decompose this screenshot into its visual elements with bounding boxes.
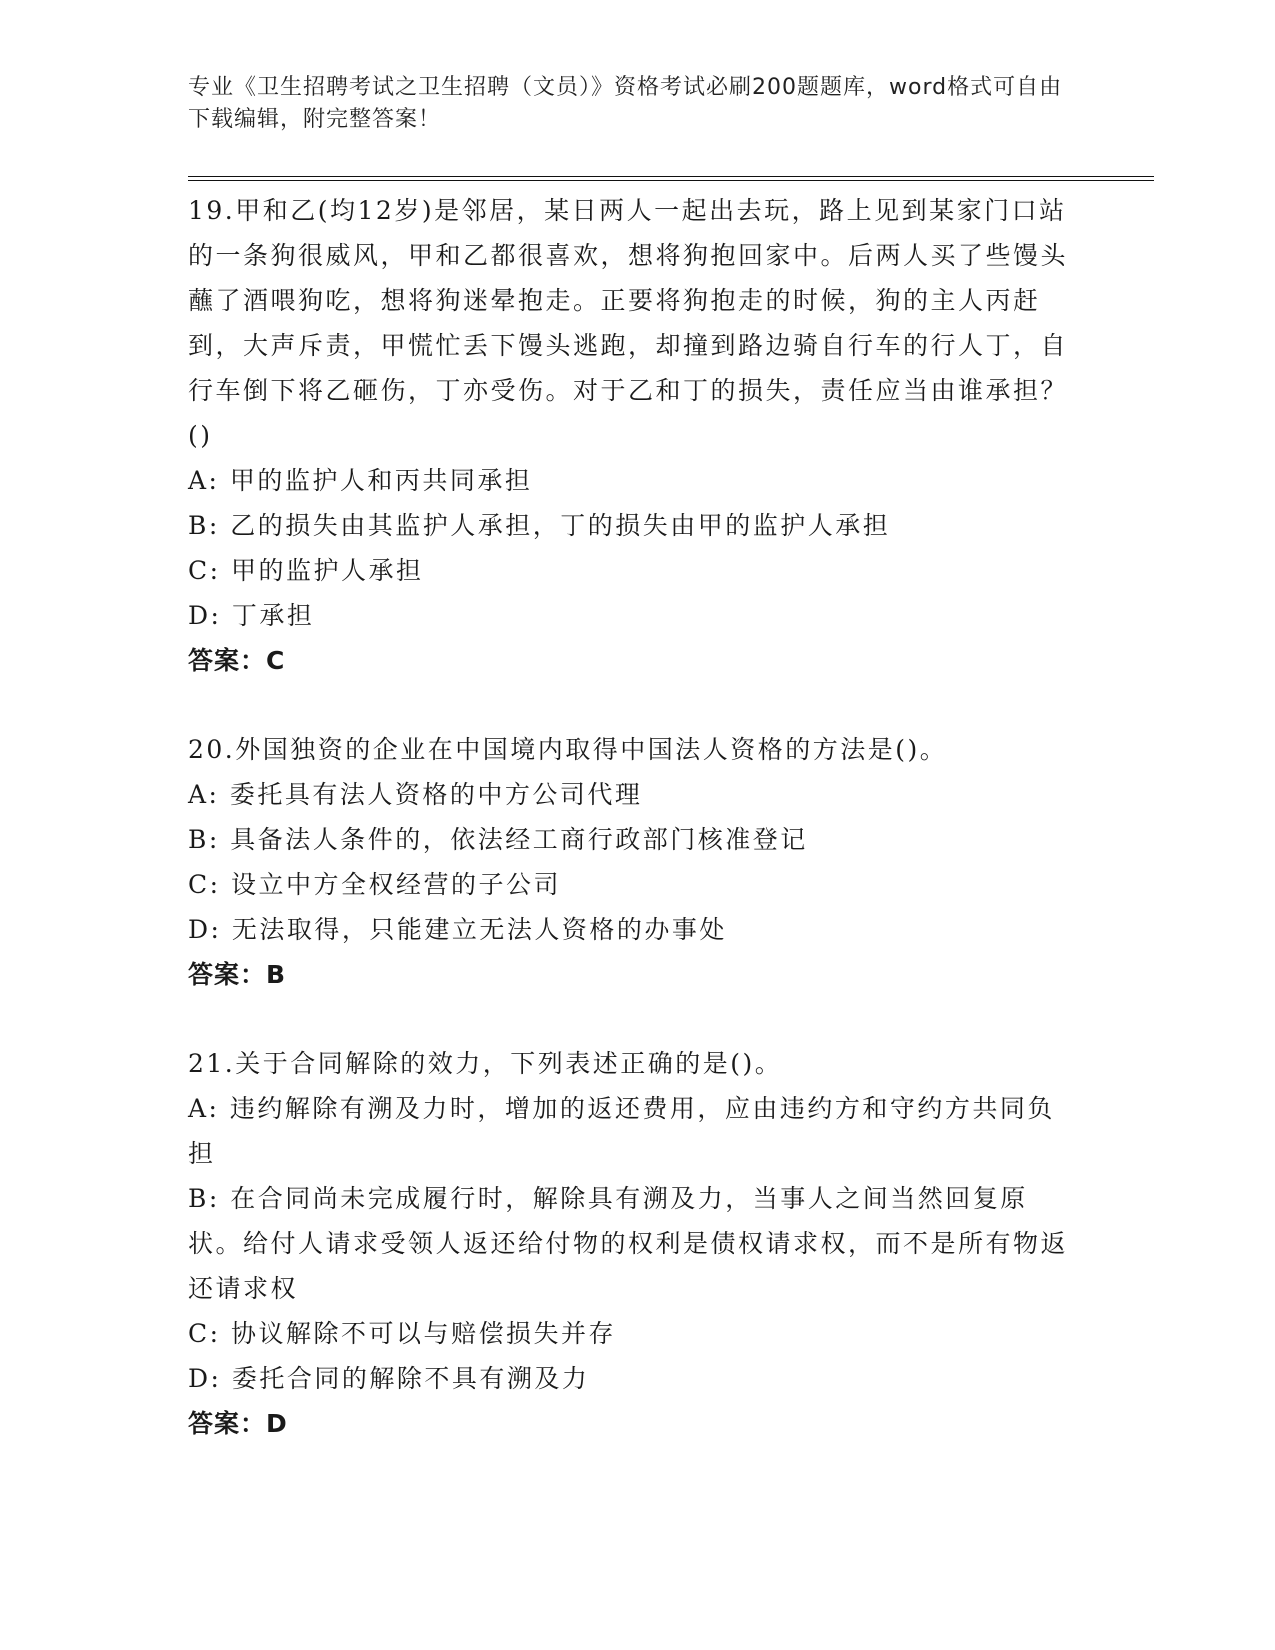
page-header: 专业《卫生招聘考试之卫生招聘（文员）》资格考试必刷200题题库，word格式可自由下载编辑，附完整答案！ — [188, 75, 1063, 132]
option-a: A: 委托具有法人资格的中方公司代理 — [188, 780, 643, 809]
option-a: A: 甲的监护人和丙共同承担 — [188, 466, 533, 495]
option-b: B: 乙的损失由其监护人承担，丁的损失由甲的监护人承担 — [188, 511, 891, 540]
header-rule — [188, 176, 1154, 181]
question-20 — [188, 727, 1078, 998]
option-b: B: 具备法人条件的，依法经工商行政部门核准登记 — [188, 825, 808, 854]
question-stem: 21.关于合同解除的效力，下列表述正确的是()。 — [188, 1049, 783, 1078]
answer: 答案：D — [188, 1409, 288, 1438]
option-a: A: 违约解除有溯及力时，增加的返还费用，应由违约方和守约方共同负担 — [188, 1094, 1055, 1168]
option-c: C: 设立中方全权经营的子公司 — [188, 870, 561, 899]
answer: 答案：B — [188, 960, 287, 989]
option-d: D: 委托合同的解除不具有溯及力 — [188, 1364, 590, 1393]
option-d: D: 无法取得，只能建立无法人资格的办事处 — [188, 915, 727, 944]
question-stem: 19.甲和乙(均12岁)是邻居，某日两人一起出去玩，路上见到某家门口站的一条狗很威风，甲和乙都很喜欢，想将狗抱回家中。后两人买了些馒头蘸了酒喂狗吃，想将狗迷晕抱走。正要将狗抱走的时候，狗的主人丙赶到，大声斥责，甲慌忙丢下馒头逃跑，却撞到路边骑自行车的行人丁，自行车倒下将乙砸伤，丁亦受伤。对于乙和丁的损失，责任应当由谁承担？() — [188, 196, 1069, 450]
question-19 — [188, 188, 1078, 684]
answer: 答案：C — [188, 646, 286, 675]
question-stem: 20.外国独资的企业在中国境内取得中国法人资格的方法是()。 — [188, 735, 948, 764]
question-list — [188, 188, 1078, 1490]
question-21 — [188, 1041, 1078, 1447]
option-c: C: 协议解除不可以与赔偿损失并存 — [188, 1319, 616, 1348]
option-c: C: 甲的监护人承担 — [188, 556, 424, 585]
option-b: B: 在合同尚未完成履行时，解除具有溯及力，当事人之间当然回复原状。给付人请求受领人返还给付物的权利是债权请求权，而不是所有物返还请求权 — [188, 1184, 1069, 1303]
option-d: D: 丁承担 — [188, 601, 315, 630]
